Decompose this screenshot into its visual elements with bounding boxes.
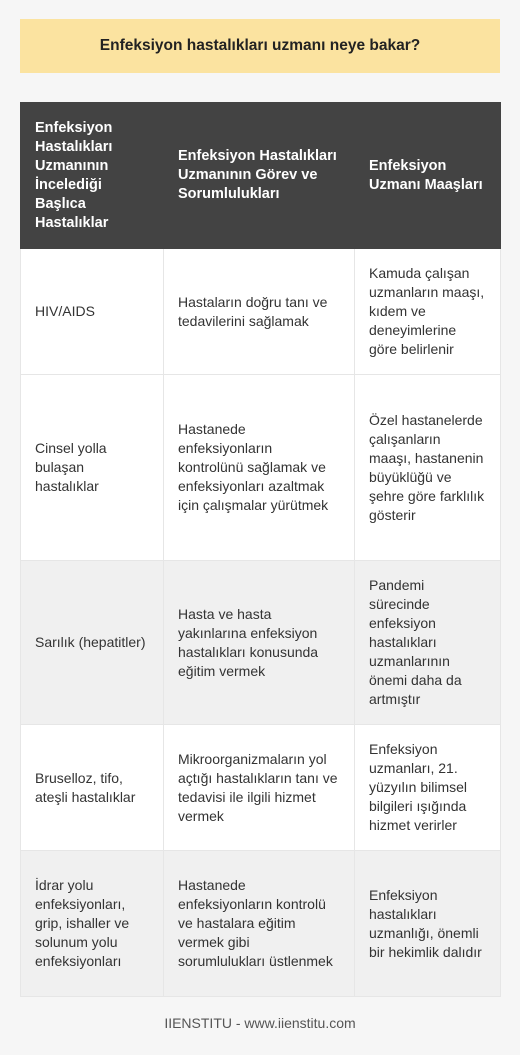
page-title: Enfeksiyon hastalıkları uzmanı neye bakar? xyxy=(20,19,500,73)
cell-salary: Pandemi sürecinde enfeksiyon hastalıkları uzmanlarının önemi daha da artmıştır xyxy=(355,561,501,725)
cell-salary: Enfeksiyon uzmanları, 21. yüzyılın bilimsel bilgileri ışığında hizmet verirler xyxy=(355,725,501,851)
cell-duty: Hastanede enfeksiyonların kontrolünü sağlamak ve enfeksiyonları azaltmak için çalışmalar yürütmek xyxy=(164,375,355,561)
cell-disease: Sarılık (hepatitler) xyxy=(21,561,164,725)
table-row xyxy=(21,375,501,561)
cell-duty: Hastaların doğru tanı ve tedavilerini sağlamak xyxy=(164,249,355,375)
table-row xyxy=(21,561,501,725)
cell-duty: Mikroorganizmaların yol açtığı hastalıkların tanı ve tedavisi ile ilgili hizmet vermek xyxy=(164,725,355,851)
cell-salary: Özel hastanelerde çalışanların maaşı, hastanenin büyüklüğü ve şehre göre farklılık gösterir xyxy=(355,375,501,561)
cell-disease: Cinsel yolla bulaşan hastalıklar xyxy=(21,375,164,561)
table-header-row xyxy=(21,103,501,249)
table-row xyxy=(21,249,501,375)
header-diseases: Enfeksiyon Hastalıkları Uzmanının İncelediği Başlıca Hastalıklar xyxy=(21,103,164,249)
cell-duty: Hasta ve hasta yakınlarına enfeksiyon hastalıkları konusunda eğitim vermek xyxy=(164,561,355,725)
header-duties: Enfeksiyon Hastalıkları Uzmanının Görev ve Sorumlulukları xyxy=(164,103,355,249)
info-table xyxy=(20,102,501,997)
cell-disease: İdrar yolu enfeksiyonları, grip, ishaller ve solunum yolu enfeksiyonları xyxy=(21,851,164,997)
footer-credit: IIENSTITU - www.iienstitu.com xyxy=(164,1015,356,1031)
cell-disease: HIV/AIDS xyxy=(21,249,164,375)
header-salaries: Enfeksiyon Uzmanı Maaşları xyxy=(355,103,501,249)
cell-salary: Enfeksiyon hastalıkları uzmanlığı, önemli bir hekimlik dalıdır xyxy=(355,851,501,997)
cell-duty: Hastanede enfeksiyonların kontrolü ve hastalara eğitim vermek gibi sorumlulukları üstlenmek xyxy=(164,851,355,997)
cell-disease: Bruselloz, tifo, ateşli hastalıklar xyxy=(21,725,164,851)
table-row xyxy=(21,725,501,851)
cell-salary: Kamuda çalışan uzmanların maaşı, kıdem ve deneyimlerine göre belirlenir xyxy=(355,249,501,375)
table-row xyxy=(21,851,501,997)
